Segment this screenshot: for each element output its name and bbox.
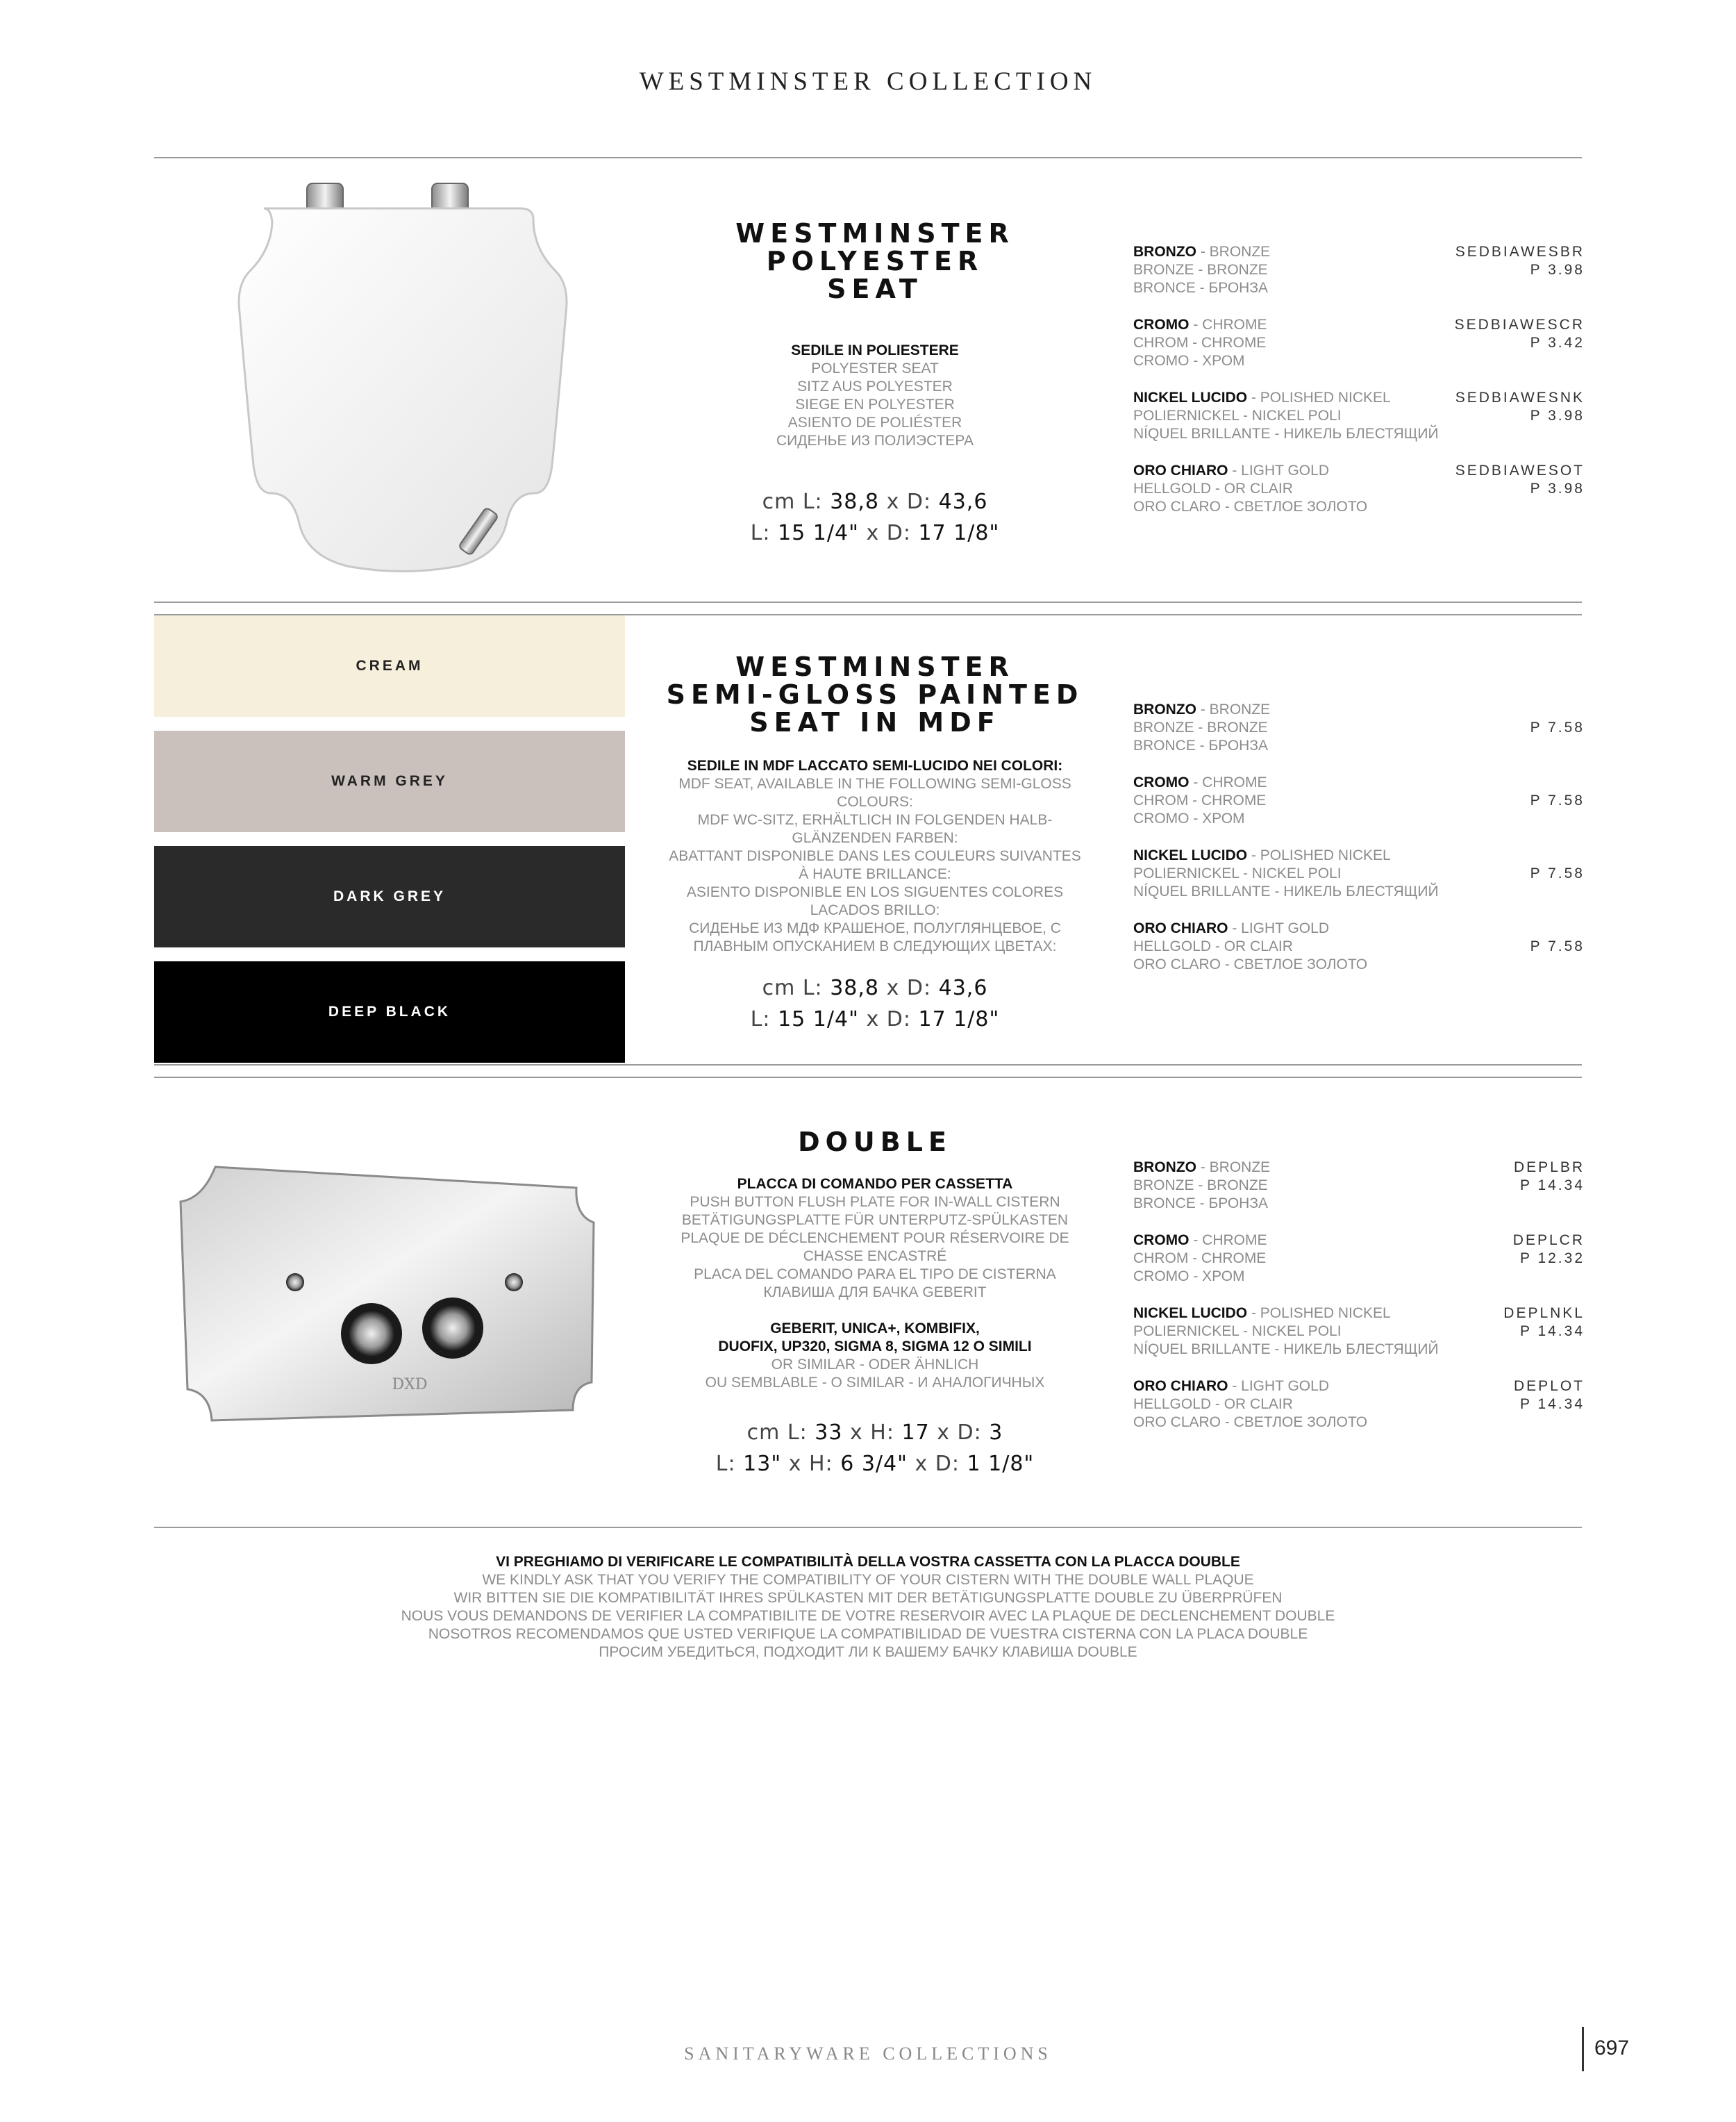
product-price: P 14.34 xyxy=(1519,1396,1585,1412)
title-line: SEMI-GLOSS PAINTED xyxy=(666,679,1084,710)
product-price: P 14.34 xyxy=(1519,1177,1585,1193)
product-dimensions xyxy=(625,486,1125,549)
title-line: SEAT xyxy=(827,274,923,304)
dimensions-cm: cm L: 38,8 x D: 43,6 xyxy=(762,976,988,1000)
product-code: SEDBIAWESNK xyxy=(1455,390,1585,406)
product-title xyxy=(681,219,1069,303)
description-line: CHASSE ENCASTRÉ xyxy=(803,1248,947,1264)
description-heading: PLACCA DI COMANDO PER CASSETTA xyxy=(737,1176,1013,1192)
title-line: WESTMINSTER xyxy=(735,218,1015,249)
description-heading: SEDILE IN MDF LACCATO SEMI-LUCIDO NEI COLORI: xyxy=(687,758,1063,774)
description-line: COLOURS: xyxy=(837,794,913,810)
description-line: PLAQUE DE DÉCLENCHEMENT POUR RÉSERVOIRE DE xyxy=(681,1230,1069,1246)
finish-item: BRONZO - BRONZE BRONZE - BRONZE P 7.58 BRONCE - БРОНЗА xyxy=(1133,702,1585,754)
product-description xyxy=(625,757,1125,956)
swatch-dark-grey: DARK GREY xyxy=(154,846,625,947)
product-code: DEPLBR xyxy=(1513,1159,1585,1175)
product-price: P 14.34 xyxy=(1519,1323,1585,1339)
plate-logo: DXD xyxy=(392,1376,428,1393)
note-line: WIR BITTEN SIE DIE KOMPATIBILITÄT IHRES SPÜLKASTEN MIT DER BETÄTIGUNGSPLATTE DOUBLE ZU ÜBERPRÜFEN xyxy=(453,1590,1283,1606)
description-line: ПЛАВНЫМ ОПУСКАНИЕМ В СЛЕДУЮЩИХ ЦВЕТАХ: xyxy=(693,938,1057,954)
finish-item: ORO CHIARO - LIGHT GOLD DEPLOT HELLGOLD - OR CLAIR P 14.34 ORO CLARO - СВЕТЛОЕ ЗОЛОТО xyxy=(1133,1378,1585,1430)
compatibility-heading: DUOFIX, UP320, SIGMA 8, SIGMA 12 O SIMILI xyxy=(718,1338,1032,1354)
product-price: P 3.98 xyxy=(1530,481,1585,497)
toilet-seat-image xyxy=(208,167,597,577)
divider xyxy=(154,157,1582,158)
dimensions-inches: L: 15 1/4" x D: 17 1/8" xyxy=(750,521,1000,545)
description-line: ABATTANT DISPONIBLE DANS LES COULEURS SUIVANTES xyxy=(669,848,1081,864)
finish-item: NICKEL LUCIDO - POLISHED NICKEL DEPLNKL POLIERNICKEL - NICKEL POLI P 14.34 NÍQUEL BRILLANTE - НИКЕЛЬ БЛЕСТЯЩИЙ xyxy=(1133,1305,1585,1357)
product-code: DEPLNKL xyxy=(1503,1305,1585,1321)
title-line: POLYESTER xyxy=(766,246,984,276)
finish-item: CROMO - CHROME CHROM - CHROME P 7.58 CROMO - ХРОМ xyxy=(1133,774,1585,827)
description-line: POLYESTER SEAT xyxy=(811,360,939,376)
product-price: P 7.58 xyxy=(1530,865,1585,881)
product-code: SEDBIAWESCR xyxy=(1454,317,1585,333)
dimensions-cm: cm L: 38,8 x D: 43,6 xyxy=(762,490,988,514)
note-line: NOSOTROS RECOMENDAMOS QUE USTED VERIFIQUE LA COMPATIBILIDAD DE VUESTRA CISTERNA CON LA PLACA DOUBLE xyxy=(428,1626,1308,1642)
finish-list xyxy=(1133,243,1585,516)
note-heading: VI PREGHIAMO DI VERIFICARE LE COMPATIBILITÀ DELLA VOSTRA CASSETTA CON LA PLACCA DOUBLE xyxy=(496,1554,1240,1570)
description-line: GLÄNZENDEN FARBEN: xyxy=(792,830,958,846)
flush-plate-image xyxy=(167,1146,611,1438)
description-line: ASIENTO DISPONIBLE EN LOS SIGUENTES COLORES xyxy=(686,884,1064,900)
product-description xyxy=(625,1175,1125,1392)
description-line: PUSH BUTTON FLUSH PLATE FOR IN-WALL CISTERN xyxy=(690,1194,1060,1210)
description-line: СИДЕНЬЕ ИЗ ПОЛИЭСТЕРА xyxy=(776,433,974,449)
compatibility-note xyxy=(0,1553,1736,1661)
description-line: КЛАВИША ДЛЯ БАЧКА GEBERIT xyxy=(763,1284,987,1300)
description-line: À HAUTE BRILLANCE: xyxy=(799,866,951,882)
compatibility-heading: GEBERIT, UNICA+, KOMBIFIX, xyxy=(770,1320,980,1336)
swatch-cream: CREAM xyxy=(154,615,625,717)
product-code: SEDBIAWESOT xyxy=(1455,463,1585,479)
description-line: PLACA DEL COMANDO PARA EL TIPO DE CISTERNA xyxy=(694,1266,1056,1282)
title-line: WESTMINSTER xyxy=(735,652,1015,682)
description-line: LACADOS BRILLO: xyxy=(810,902,940,918)
finish-item: CROMO - CHROME DEPLCR CHROM - CHROME P 12.32 CROMO - ХРОМ xyxy=(1133,1232,1585,1284)
description-line: SITZ AUS POLYESTER xyxy=(797,379,953,395)
dimensions-inches: L: 15 1/4" x D: 17 1/8" xyxy=(750,1007,1000,1031)
product-price: P 7.58 xyxy=(1530,938,1585,954)
title-line: DOUBLE xyxy=(798,1127,952,1157)
finish-item: ORO CHIARO - LIGHT GOLD SEDBIAWESOT HELLGOLD - OR CLAIR P 3.98 ORO CLARO - СВЕТЛОЕ ЗОЛОТО xyxy=(1133,463,1585,515)
product-price: P 3.42 xyxy=(1530,335,1585,351)
page-header-title: WESTMINSTER COLLECTION xyxy=(639,67,1097,96)
description-line: СИДЕНЬЕ ИЗ МДФ КРАШЕНОЕ, ПОЛУГЛЯНЦЕВОЕ, С xyxy=(689,920,1061,936)
description-line: MDF SEAT, AVAILABLE IN THE FOLLOWING SEMI-GLOSS xyxy=(678,776,1071,792)
note-line: NOUS VOUS DEMANDONS DE VERIFIER LA COMPATIBILITE DE VOTRE RESERVOIR AVEC LA PLAQUE DE DECLENCHEMENT DOUBLE xyxy=(401,1608,1335,1624)
finish-list xyxy=(1133,1159,1585,1432)
divider xyxy=(154,602,1582,603)
finish-list xyxy=(1133,701,1585,974)
description-line: SIEGE EN POLYESTER xyxy=(795,397,955,413)
divider xyxy=(154,1527,1582,1528)
swatch-warm-grey: WARM GREY xyxy=(154,731,625,832)
compatibility-line: OR SIMILAR - ODER ÄHNLICH xyxy=(771,1357,979,1373)
product-title xyxy=(681,1128,1069,1156)
product-dimensions xyxy=(625,1417,1125,1479)
product-price: P 12.32 xyxy=(1519,1250,1585,1266)
description-line: ASIENTO DE POLIÉSTER xyxy=(787,415,962,431)
page-number-divider xyxy=(1582,2027,1584,2071)
divider xyxy=(154,1064,1582,1066)
product-price: P 7.58 xyxy=(1530,720,1585,736)
product-price: P 3.98 xyxy=(1530,262,1585,278)
dimensions-cm: cm L: 33 x H: 17 x D: 3 xyxy=(746,1420,1003,1445)
product-title xyxy=(653,653,1097,736)
finish-item: BRONZO - BRONZE DEPLBR BRONZE - BRONZE P 14.34 BRONCE - БРОНЗА xyxy=(1133,1159,1585,1211)
page-number: 697 xyxy=(1594,2037,1630,2059)
finish-item: CROMO - CHROME SEDBIAWESCR CHROM - CHROME P 3.42 CROMO - ХРОМ xyxy=(1133,317,1585,369)
title-line: SEAT IN MDF xyxy=(749,707,1001,738)
product-code: SEDBIAWESBR xyxy=(1455,244,1585,260)
product-price: P 3.98 xyxy=(1530,408,1585,424)
finish-item: NICKEL LUCIDO - POLISHED NICKEL POLIERNICKEL - NICKEL POLI P 7.58 NÍQUEL BRILLANTE - НИКЕЛЬ БЛЕСТЯЩИЙ xyxy=(1133,847,1585,900)
note-line: ПРОСИМ УБЕДИТЬСЯ, ПОДХОДИТ ЛИ К ВАШЕМУ БАЧКУ КЛАВИША DOUBLE xyxy=(599,1644,1137,1660)
note-line: WE KINDLY ASK THAT YOU VERIFY THE COMPATIBILITY OF YOUR CISTERN WITH THE DOUBLE WALL PLAQUE xyxy=(482,1572,1254,1588)
description-heading: SEDILE IN POLIESTERE xyxy=(791,342,959,358)
footer-collection: SANITARYWARE COLLECTIONS xyxy=(684,2044,1052,2064)
compatibility-line: OU SEMBLABLE - O SIMILAR - И АНАЛОГИЧНЫХ xyxy=(705,1375,1045,1391)
finish-item: NICKEL LUCIDO - POLISHED NICKEL SEDBIAWESNK POLIERNICKEL - NICKEL POLI P 3.98 NÍQUEL BRILLANTE - НИКЕЛЬ БЛЕСТЯЩИЙ xyxy=(1133,390,1585,442)
divider xyxy=(154,1077,1582,1078)
finish-item: BRONZO - BRONZE SEDBIAWESBR BRONZE - BRONZE P 3.98 BRONCE - БРОНЗА xyxy=(1133,244,1585,296)
description-line: MDF WC-SITZ, ERHÄLTLICH IN FOLGENDEN HALB- xyxy=(697,812,1053,828)
swatch-deep-black: DEEP BLACK xyxy=(154,961,625,1063)
product-dimensions xyxy=(625,972,1125,1035)
product-price: P 7.58 xyxy=(1530,793,1585,809)
finish-item: ORO CHIARO - LIGHT GOLD HELLGOLD - OR CLAIR P 7.58 ORO CLARO - СВЕТЛОЕ ЗОЛОТО xyxy=(1133,920,1585,972)
product-code: DEPLOT xyxy=(1513,1378,1585,1394)
dimensions-inches: L: 13" x H: 6 3/4" x D: 1 1/8" xyxy=(715,1452,1035,1476)
product-description xyxy=(625,342,1125,450)
description-line: BETÄTIGUNGSPLATTE FÜR UNTERPUTZ-SPÜLKASTEN xyxy=(681,1212,1069,1228)
product-code: DEPLCR xyxy=(1512,1232,1585,1248)
